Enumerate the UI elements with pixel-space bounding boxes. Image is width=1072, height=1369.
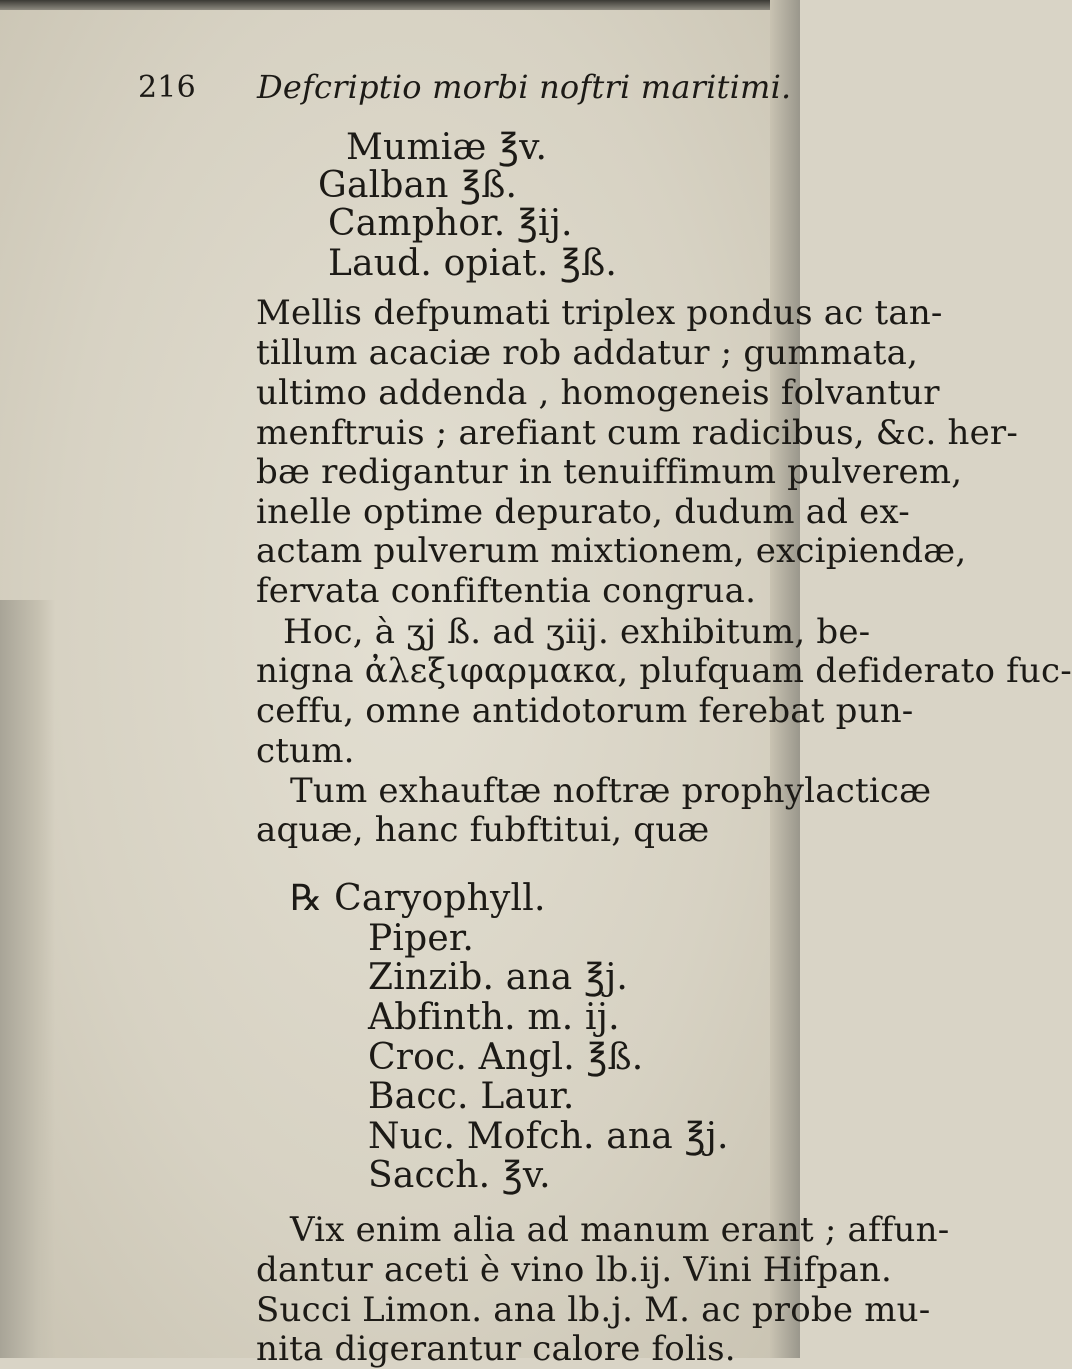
recipe-line: Mumiæ ℥v. [346,127,548,168]
recipe-line: Zinzib. ana ℥j. [368,957,629,998]
recipe-line: Camphor. ℥ij. [328,203,573,244]
text-line: nigna ἀλεξιφαρμακα, plufquam defiderato fuc- [256,651,1072,691]
text-line: aquæ, hanc fubftitui, quæ [256,810,710,850]
text-line: ctum. [256,731,355,771]
text-line: dantur aceti è vino lb.ij. Vini Hifpan. [256,1250,893,1290]
recipe-line: Galban ℥ß. [318,165,518,206]
text-line: inelle optime depurato, dudum ad ex- [256,492,910,532]
recipe-line: ℞ Caryophyll. [290,878,546,919]
text-line: actam pulverum mixtionem, excipiendæ, [256,531,967,571]
text-line: bæ redigantur in tenuiffimum pulverem, [256,452,963,492]
page-number: 216 [138,70,196,105]
text-line: Hoc, à ʒj ß. ad ʒiij. exhibitum, be- [283,612,871,652]
text-line: tillum acaciæ rob addatur ; gummata, [256,333,919,373]
text-line: fervata confiftentia congrua. [256,571,757,611]
text-line: menftruis ; arefiant cum radicibus, &c. her- [256,413,1019,453]
recipe-line: Nuc. Mofch. ana ℥j. [368,1116,729,1157]
text-line: ultimo addenda , homogeneis folvantur [256,373,940,413]
recipe-line: Bacc. Laur. [368,1076,575,1117]
text-line: Tum exhauftæ noftræ prophylacticæ [290,771,932,811]
recipe-line: Croc. Angl. ℥ß. [368,1037,644,1078]
text-line: nita digerantur calore folis. [256,1329,736,1369]
running-title: Defcriptio morbi noftri maritimi. [257,68,792,106]
page-fold-shadow [0,600,55,1358]
recipe-line: Laud. opiat. ℥ß. [328,243,618,284]
text-line: Succi Limon. ana lb.j. M. ac probe mu- [256,1290,931,1330]
page-top-edge [0,0,800,10]
recipe-line: Abfinth. m. ij. [368,997,620,1038]
recipe-line: Sacch. ℥v. [368,1155,551,1196]
recipe-line: Piper. [368,918,474,959]
text-line: Mellis defpumati triplex pondus ac tan- [256,293,943,333]
text-line: Vix enim alia ad manum erant ; affun- [290,1210,950,1250]
text-line: ceffu, omne antidotorum ferebat pun- [256,691,914,731]
